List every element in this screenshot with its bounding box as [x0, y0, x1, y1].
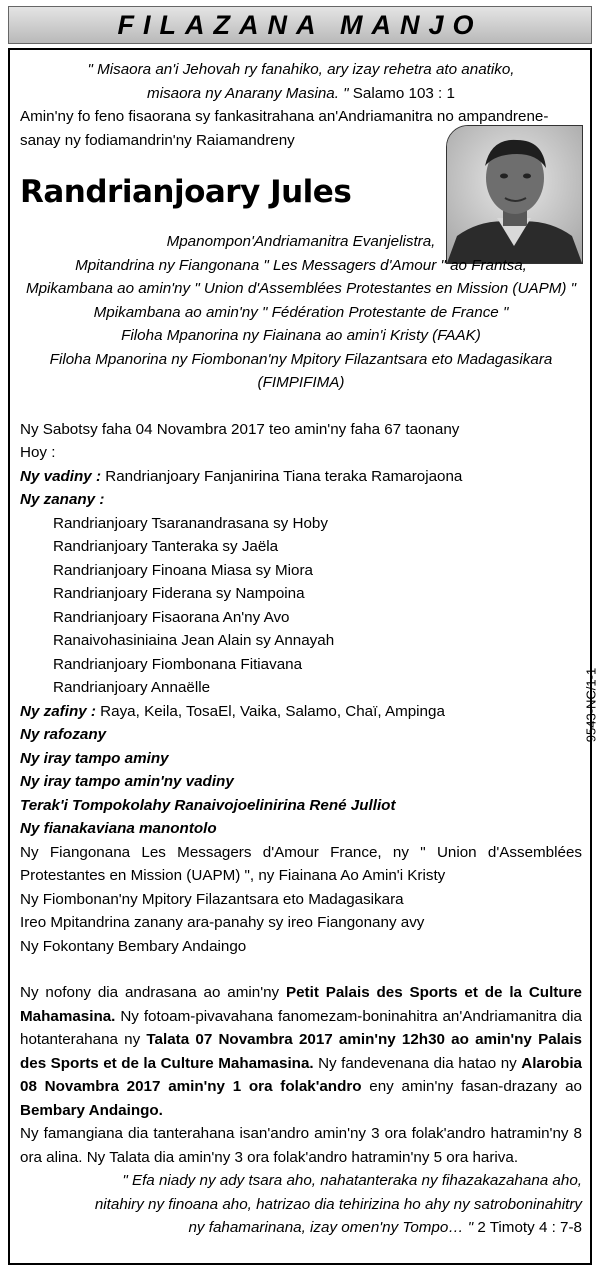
closing-verse-line-2: nitahiry ny finoana aho, hatrizao dia tehirizina ho ahy ny satroboninahitry	[94, 1195, 582, 1213]
hoy-label: Hoy :	[20, 444, 56, 461]
opening-verse	[20, 58, 582, 105]
ceremony-service-time: Talata 07 Novambra 2017 amin'ny 12h30 ao amin'ny Palais des Sports et de la Culture Mahamasina.	[20, 1031, 582, 1072]
spouse-line	[20, 465, 582, 489]
closing-verse-line-3	[20, 1216, 582, 1240]
closing-verse-reference: 2 Timoty 4 : 7-8	[473, 1219, 582, 1236]
title-line: Mpitandrina ny Fiangonana " Les Messagers d'Amour " ao Frantsa,	[75, 256, 527, 274]
intro-text: Amin'ny fo feno fisaorana sy fankasitrahana an'Andriamanitra no ampandrene-sanay ny fodiamandrin'ny Raiamandreny	[20, 108, 549, 149]
child-item: Randrianjoary Annaëlle	[53, 679, 211, 696]
spouse-siblings-label: Ny iray tampo amin'ny vadiny	[20, 773, 234, 790]
title-line: (FIMPIFIMA)	[257, 374, 345, 391]
child-item: Randrianjoary Tsaranandrasana sy Hoby	[53, 514, 328, 532]
ceremony-text: Ny fandevenana dia hatao ny	[313, 1054, 522, 1072]
spouse-label: Ny vadiny :	[20, 467, 102, 485]
visiting-hours: Ny famangiana dia tanterahana isan'andro amin'ny 3 ora folak'andro hatramin'ny 8 ora alina. Ny Talata dia amin'ny 3 ora folak'andro hatramin'ny 5 ora hariva.	[20, 1125, 582, 1166]
siblings-label: Ny iray tampo aminy	[20, 749, 169, 767]
title-line: Mpikambana ao amin'ny " Fédération Protestante de France "	[93, 303, 509, 321]
header-title: FILAZANA MANJO	[117, 9, 483, 40]
organization-line: Ireo Mpitandrina zanany ara-panahy sy ireo Fiangonany avy	[20, 914, 425, 931]
ceremony-text: eny amin'ny fasan-drazany ao	[361, 1078, 583, 1095]
ceremony-paragraph	[20, 981, 582, 1122]
ad-reference-code	[581, 650, 600, 760]
opening-verse-reference: Salamo 103 : 1	[348, 84, 455, 102]
child-item: Randrianjoary Fiombonana Fitiavana	[53, 655, 303, 673]
notice-content	[20, 58, 582, 1240]
ceremony-burial-place: Bembary Andaingo.	[20, 1101, 163, 1119]
organization-line: Ny Fokontany Bembary Andaingo	[20, 937, 247, 955]
opening-verse-text: misaora ny Anarany Masina. "	[147, 84, 349, 102]
title-line: Mpanompon'Andriamanitra Evanjelistra,	[166, 233, 436, 250]
ceremony-venue: Petit Palais des Sports et de la Culture Mahamasina.	[20, 984, 582, 1025]
in-laws-label: Ny rafozany	[20, 726, 107, 743]
deceased-titles	[20, 230, 582, 395]
closing-verse-text: ny fahamarinana, izay omen'ny Tompo… "	[188, 1219, 474, 1236]
closing-verse-line-1: " Efa niady ny ady tsara aho, nahatanteraka ny fihazakazahana aho,	[122, 1172, 582, 1189]
child-item: Randrianjoary Tanteraka sy Jaëla	[53, 538, 279, 555]
grandchildren-label: Ny zafiny :	[20, 702, 96, 720]
whole-family-label: Ny fianakaviana manontolo	[20, 820, 217, 837]
header-banner	[8, 6, 592, 44]
child-item: Randrianjoary Finoana Miasa sy Miora	[53, 561, 313, 579]
descendant-label: Terak'i Tompokolahy Ranaivojoelinirina René Julliot	[20, 796, 396, 814]
opening-verse-line-1: " Misaora an'i Jehovah ry fanahiko, ary izay rehetra ato anatiko,	[87, 61, 515, 78]
opening-verse-line-2	[20, 82, 582, 106]
title-line: Mpikambana ao amin'ny " Union d'Assemblées Protestantes en Mission (UAPM) "	[25, 280, 577, 297]
children-label: Ny zanany :	[20, 491, 105, 508]
children-list	[20, 512, 582, 700]
child-item: Randrianjoary Fiderana sy Nampoina	[53, 585, 305, 602]
organization-line: Ny Fiangonana Les Messagers d'Amour France, ny " Union d'Assemblées Protestantes en Mission (UAPM) ", ny Fiainana Ao Amin'i Kristy	[20, 843, 582, 884]
closing-verse	[20, 1169, 582, 1240]
grandchildren-value: Raya, Keila, TosaEl, Vaika, Salamo, Chaï, Ampinga	[95, 702, 445, 720]
spouse-value: Randrianjoary Fanjanirina Tiana teraka Ramarojaona	[101, 467, 463, 485]
notice-frame	[8, 48, 599, 1265]
ceremony-text: Ny fotoam-pivavahana fanomezam-boninahitra an'Andriamanitra dia hotanterahana ny	[20, 1007, 582, 1048]
grandchildren-line	[20, 700, 582, 724]
ceremony-text: Ny nofony dia andrasana ao amin'ny	[20, 984, 286, 1001]
ad-reference-text: 9543-NC/1-1	[583, 667, 599, 743]
organization-line: Ny Fiombonan'ny Mpitory Filazantsara eto Madagasikara	[20, 890, 404, 908]
title-line: Filoha Mpanorina ny Fiainana ao amin'i Kristy (FAAK)	[121, 327, 481, 344]
deceased-name: Randrianjoary Jules	[20, 174, 352, 210]
child-item: Randrianjoary Fisaorana An'ny Avo	[53, 608, 290, 626]
death-date-line: Ny Sabotsy faha 04 Novambra 2017 teo amin'ny faha 67 taonany	[20, 420, 460, 438]
child-item: Ranaivohasiniaina Jean Alain sy Annayah	[53, 632, 335, 649]
ceremony-burial-time: Alarobia 08 Novambra 2017 amin'ny 1 ora folak'andro	[20, 1054, 582, 1095]
title-line: Filoha Mpanorina ny Fiombonan'ny Mpitory Filazantsara eto Madagasikara	[49, 350, 553, 368]
